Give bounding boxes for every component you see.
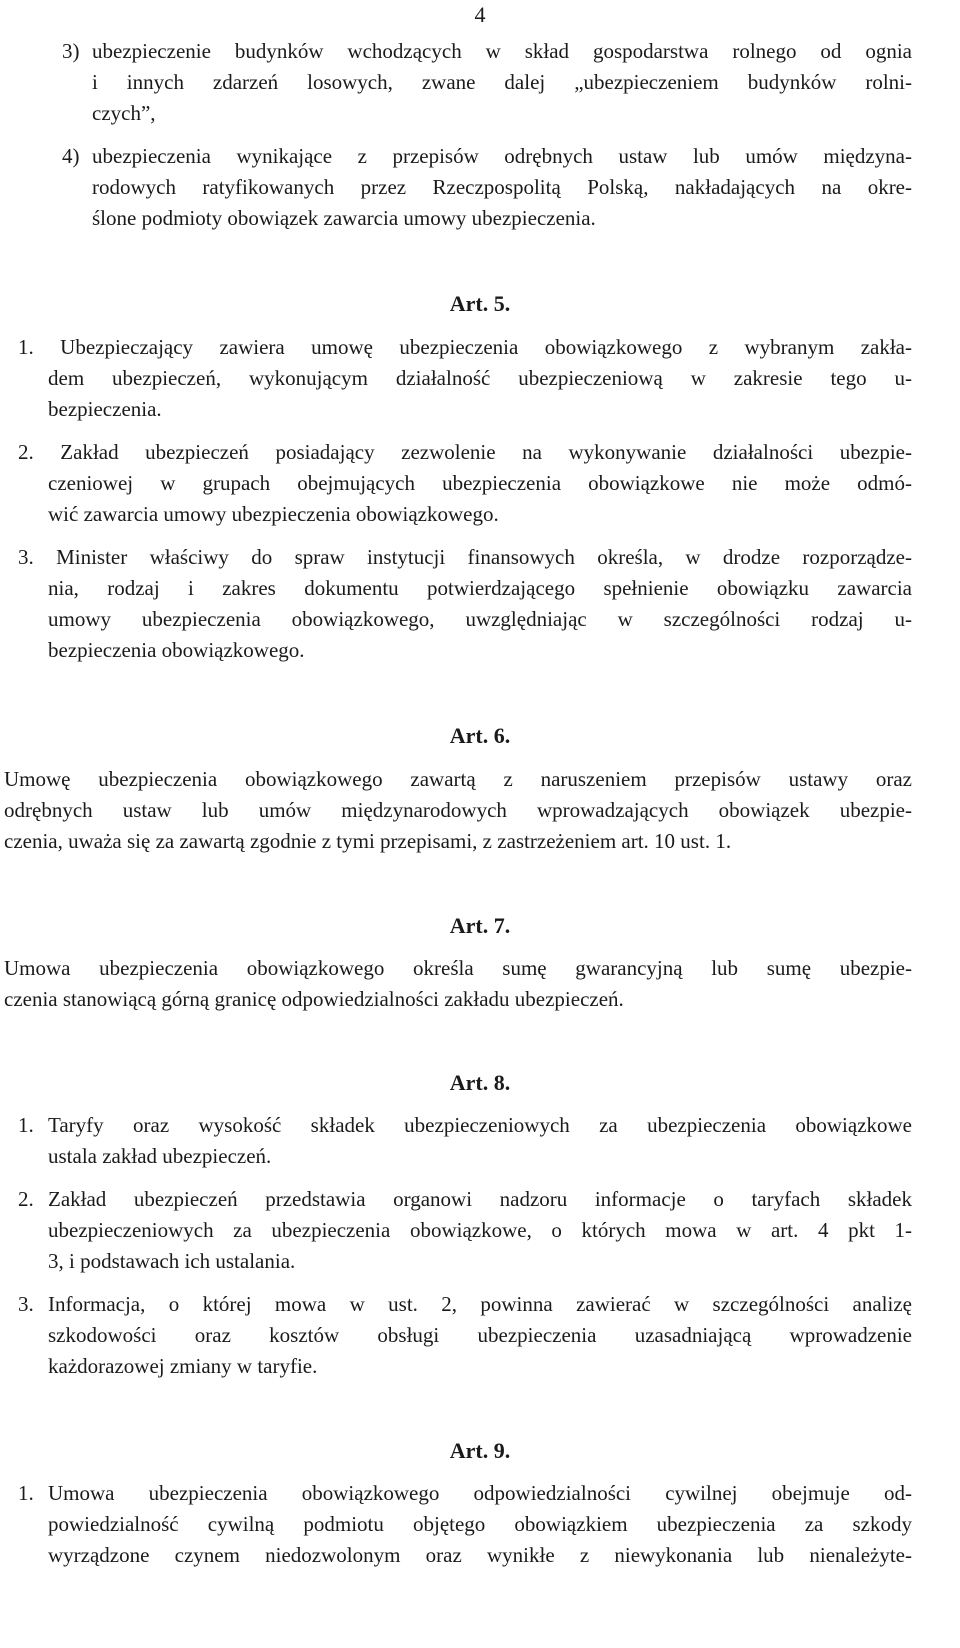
text-line: rodowych ratyfikowanych przez Rzeczpospolitą Polską, nakładających na okre- (92, 175, 912, 199)
text-line: odrębnych ustaw lub umów międzynarodowych wprowadzających obowiązek ubezpie- (4, 798, 912, 822)
article-heading: Art. 6. (449, 723, 511, 748)
article-heading: Art. 5. (449, 291, 511, 316)
text-line: 1. Ubezpieczający zawiera umowę ubezpieczenia obowiązkowego z wybranym zakła- (18, 335, 912, 359)
text-line: czenia stanowiącą górną granicę odpowiedzialności zakładu ubezpieczeń. (4, 987, 624, 1011)
text-line: ubezpieczenie budynków wchodzących w skład gospodarstwa rolnego od ognia (92, 39, 912, 63)
text-line: ślone podmioty obowiązek zawarcia umowy ubezpieczenia. (92, 206, 596, 230)
page-number: 4 (474, 2, 486, 27)
text-line: powiedzialność cywilną podmiotu objętego obowiązkiem ubezpieczenia za szkody (48, 1512, 912, 1536)
item-number: 1. (18, 1113, 34, 1137)
text-line: czych”, (92, 101, 156, 125)
item-number: 4) (62, 144, 80, 168)
text-line: ubezpieczeniowych za ubezpieczenia obowiązkowe, o których mowa w art. 4 pkt 1- (48, 1218, 912, 1242)
item-number: 3. (18, 1292, 34, 1316)
article-heading: Art. 9. (449, 1438, 511, 1463)
text-line: Umowa ubezpieczenia obowiązkowego określa sumę gwarancyjną lub sumę ubezpie- (4, 956, 912, 980)
text-line: i innych zdarzeń losowych, zwane dalej „ubezpieczeniem budynków rolni- (92, 70, 912, 94)
text-line: Informacja, o której mowa w ust. 2, powinna zawierać w szczególności analizę (48, 1292, 912, 1316)
item-number: 1. (18, 1481, 34, 1505)
text-line: nia, rodzaj i zakres dokumentu potwierdzającego spełnienie obowiązku zawarcia (48, 576, 912, 600)
text-line: Umowa ubezpieczenia obowiązkowego odpowiedzialności cywilnej obejmuje od- (48, 1481, 912, 1505)
text-line: wyrządzone czynem niedozwolonym oraz wynikłe z niewykonania lub nienależyte- (48, 1543, 912, 1567)
text-line: wić zawarcia umowy ubezpieczenia obowiązkowego. (48, 502, 499, 526)
item-number: 3) (62, 39, 80, 63)
text-line: 3, i podstawach ich ustalania. (48, 1249, 296, 1273)
item-number: 2. (18, 1187, 34, 1211)
text-line: ubezpieczenia wynikające z przepisów odrębnych ustaw lub umów międzyna- (92, 144, 912, 168)
text-line: Taryfy oraz wysokość składek ubezpieczeniowych za ubezpieczenia obowiązkowe (48, 1113, 912, 1137)
article-heading: Art. 7. (449, 913, 511, 938)
text-line: czenia, uważa się za zawartą zgodnie z tymi przepisami, z zastrzeżeniem art. 10 ust. 1. (4, 829, 732, 853)
text-line: każdorazowej zmiany w taryfie. (48, 1354, 318, 1378)
text-line: Umowę ubezpieczenia obowiązkowego zawartą z naruszeniem przepisów ustawy oraz (4, 767, 912, 791)
text-line: 3. Minister właściwy do spraw instytucji finansowych określa, w drodze rozporządze- (18, 545, 912, 569)
text-line: szkodowości oraz kosztów obsługi ubezpieczenia uzasadniającą wprowadzenie (48, 1323, 912, 1347)
text-line: ustala zakład ubezpieczeń. (48, 1144, 272, 1168)
text-line: Zakład ubezpieczeń przedstawia organowi nadzoru informacje o taryfach składek (48, 1187, 912, 1211)
text-line: dem ubezpieczeń, wykonującym działalność ubezpieczeniową w zakresie tego u- (48, 366, 912, 390)
text-line: umowy ubezpieczenia obowiązkowego, uwzględniając w szczególności rodzaj u- (48, 607, 912, 631)
text-line: 2. Zakład ubezpieczeń posiadający zezwolenie na wykonywanie działalności ubezpie- (18, 440, 912, 464)
text-line: bezpieczenia obowiązkowego. (48, 638, 305, 662)
text-line: bezpieczenia. (48, 397, 162, 421)
article-heading: Art. 8. (449, 1070, 511, 1095)
text-line: czeniowej w grupach obejmujących ubezpieczenia obowiązkowe nie może odmó- (48, 471, 912, 495)
